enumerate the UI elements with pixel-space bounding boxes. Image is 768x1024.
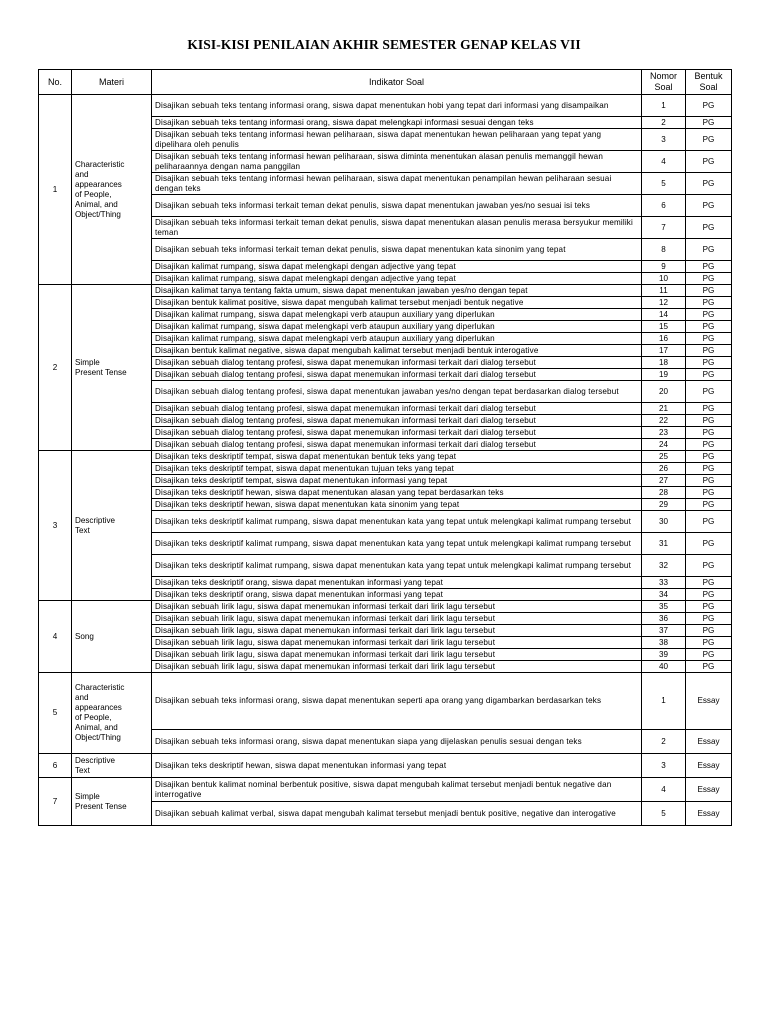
indikator-soal-cell: Disajikan sebuah dialog tentang profesi, siswa dapat menemukan informasi terkait dari dialog tersebut [152, 427, 642, 439]
bentuk-soal-cell: Essay [686, 778, 732, 802]
nomor-soal-cell: 27 [642, 475, 686, 487]
indikator-soal-cell: Disajikan sebuah teks tentang informasi hewan peliharaan, siswa dapat menentukan penampilan hewan peliharaan sesuai dengan teks [152, 173, 642, 195]
bentuk-soal-cell: PG [686, 415, 732, 427]
bentuk-soal-cell: PG [686, 439, 732, 451]
bentuk-soal-cell: PG [686, 499, 732, 511]
indikator-soal-cell: Disajikan teks deskriptif hewan, siswa dapat menentukan informasi yang tepat [152, 754, 642, 778]
nomor-soal-cell: 26 [642, 463, 686, 475]
bentuk-soal-cell: PG [686, 613, 732, 625]
nomor-soal-cell: 12 [642, 297, 686, 309]
bentuk-soal-cell: PG [686, 661, 732, 673]
bentuk-soal-cell: PG [686, 403, 732, 415]
indikator-soal-cell: Disajikan kalimat rumpang, siswa dapat melengkapi verb ataupun auxiliary yang diperlukan [152, 333, 642, 345]
bentuk-soal-cell: PG [686, 589, 732, 601]
indikator-soal-cell: Disajikan sebuah teks informasi terkait teman dekat penulis, siswa dapat menentukan kata sinonim yang tepat [152, 239, 642, 261]
table-row [39, 451, 732, 463]
bentuk-soal-cell: PG [686, 533, 732, 555]
nomor-soal-cell: 5 [642, 802, 686, 826]
nomor-soal-cell: 15 [642, 321, 686, 333]
group-number: 5 [39, 673, 72, 754]
indikator-soal-cell: Disajikan sebuah teks tentang informasi hewan peliharaan, siswa diminta menentukan alasan penulis memanggil hewan peliharaannya dengan nama panggilan [152, 151, 642, 173]
group-number: 7 [39, 778, 72, 826]
bentuk-soal-cell: PG [686, 239, 732, 261]
group-materi: Descriptive Text [72, 451, 152, 601]
group-number: 3 [39, 451, 72, 601]
indikator-soal-cell: Disajikan sebuah teks tentang informasi orang, siswa dapat melengkapi informasi sesuai dengan teks [152, 117, 642, 129]
bentuk-soal-cell: PG [686, 451, 732, 463]
nomor-soal-cell: 23 [642, 427, 686, 439]
indikator-soal-cell: Disajikan bentuk kalimat positive, siswa dapat mengubah kalimat tersebut menjadi bentuk negative [152, 297, 642, 309]
table-header-row [39, 70, 732, 95]
nomor-soal-cell: 1 [642, 95, 686, 117]
nomor-soal-cell: 8 [642, 239, 686, 261]
group-number: 2 [39, 285, 72, 451]
indikator-soal-cell: Disajikan sebuah teks informasi terkait teman dekat penulis, siswa dapat menentukan jawaban yes/no sesuai isi teks [152, 195, 642, 217]
bentuk-soal-cell: PG [686, 321, 732, 333]
table-row [39, 601, 732, 613]
indikator-soal-cell: Disajikan sebuah dialog tentang profesi, siswa dapat menemukan informasi terkait dari dialog tersebut [152, 403, 642, 415]
indikator-soal-cell: Disajikan teks deskriptif kalimat rumpang, siswa dapat menentukan kata yang tepat untuk melengkapi kalimat rumpang tersebut [152, 555, 642, 577]
indikator-soal-cell: Disajikan sebuah dialog tentang profesi, siswa dapat menemukan informasi terkait dari dialog tersebut [152, 415, 642, 427]
nomor-soal-cell: 3 [642, 129, 686, 151]
bentuk-soal-cell: PG [686, 463, 732, 475]
indikator-soal-cell: Disajikan teks deskriptif kalimat rumpang, siswa dapat menentukan kata yang tepat untuk melengkapi kalimat rumpang tersebut [152, 511, 642, 533]
nomor-soal-cell: 2 [642, 730, 686, 754]
table-row [39, 285, 732, 297]
nomor-soal-cell: 4 [642, 151, 686, 173]
nomor-soal-cell: 10 [642, 273, 686, 285]
bentuk-soal-cell: PG [686, 625, 732, 637]
bentuk-soal-cell: PG [686, 475, 732, 487]
nomor-soal-cell: 20 [642, 381, 686, 403]
nomor-soal-cell: 21 [642, 403, 686, 415]
nomor-soal-cell: 14 [642, 309, 686, 321]
group-materi: Simple Present Tense [72, 778, 152, 826]
bentuk-soal-cell: PG [686, 333, 732, 345]
nomor-soal-cell: 3 [642, 754, 686, 778]
indikator-soal-cell: Disajikan sebuah dialog tentang profesi, siswa dapat menentukan jawaban yes/no dengan tepat berdasarkan dialog tersebut [152, 381, 642, 403]
nomor-soal-cell: 19 [642, 369, 686, 381]
bentuk-soal-cell: PG [686, 195, 732, 217]
indikator-soal-cell: Disajikan sebuah lirik lagu, siswa dapat menemukan informasi terkait dari lirik lagu tersebut [152, 649, 642, 661]
indikator-soal-cell: Disajikan sebuah dialog tentang profesi, siswa dapat menemukan informasi terkait dari dialog tersebut [152, 369, 642, 381]
indikator-soal-cell: Disajikan teks deskriptif tempat, siswa dapat menentukan bentuk teks yang tepat [152, 451, 642, 463]
bentuk-soal-cell: PG [686, 309, 732, 321]
group-materi: Characteristic and appearances of People, Animal, and Object/Thing [72, 673, 152, 754]
page-title: KISI-KISI PENILAIAN AKHIR SEMESTER GENAP KELAS VII [187, 37, 581, 52]
nomor-soal-cell: 38 [642, 637, 686, 649]
table-row [39, 95, 732, 117]
nomor-soal-cell: 28 [642, 487, 686, 499]
bentuk-soal-cell: PG [686, 637, 732, 649]
indikator-soal-cell: Disajikan teks deskriptif orang, siswa dapat menentukan informasi yang tepat [152, 577, 642, 589]
group-materi: Song [72, 601, 152, 673]
bentuk-soal-cell: PG [686, 261, 732, 273]
bentuk-soal-cell: PG [686, 357, 732, 369]
nomor-soal-cell: 9 [642, 261, 686, 273]
indikator-soal-cell: Disajikan sebuah lirik lagu, siswa dapat menemukan informasi terkait dari lirik lagu tersebut [152, 661, 642, 673]
table-row [39, 673, 732, 730]
group-materi: Simple Present Tense [72, 285, 152, 451]
indikator-soal-cell: Disajikan sebuah teks informasi terkait teman dekat penulis, siswa dapat menentukan alasan penulis merasa bersyukur memiliki teman [152, 217, 642, 239]
nomor-soal-cell: 31 [642, 533, 686, 555]
bentuk-soal-cell: PG [686, 129, 732, 151]
indikator-soal-cell: Disajikan sebuah dialog tentang profesi, siswa dapat menemukan informasi terkait dari dialog tersebut [152, 439, 642, 451]
nomor-soal-cell: 37 [642, 625, 686, 637]
indikator-soal-cell: Disajikan sebuah teks tentang informasi hewan peliharaan, siswa dapat menentukan hewan peliharaan yang tepat yang dipelihara oleh penulis [152, 129, 642, 151]
table-body [39, 95, 732, 826]
nomor-soal-cell: 1 [642, 673, 686, 730]
bentuk-soal-cell: PG [686, 487, 732, 499]
indikator-soal-cell: Disajikan teks deskriptif kalimat rumpang, siswa dapat menentukan kata yang tepat untuk melengkapi kalimat rumpang tersebut [152, 533, 642, 555]
kisi-kisi-table [38, 69, 732, 826]
group-materi: Characteristic and appearances of People, Animal, and Object/Thing [72, 95, 152, 285]
bentuk-soal-cell: PG [686, 511, 732, 533]
bentuk-soal-cell: Essay [686, 754, 732, 778]
bentuk-soal-cell: PG [686, 601, 732, 613]
group-number: 4 [39, 601, 72, 673]
header-materi: Materi [72, 70, 152, 95]
indikator-soal-cell: Disajikan teks deskriptif tempat, siswa dapat menentukan informasi yang tepat [152, 475, 642, 487]
indikator-soal-cell: Disajikan bentuk kalimat nominal berbentuk positive, siswa dapat mengubah kalimat tersebut menjadi bentuk negative dan interrogative [152, 778, 642, 802]
bentuk-soal-cell: Essay [686, 673, 732, 730]
nomor-soal-cell: 29 [642, 499, 686, 511]
nomor-soal-cell: 4 [642, 778, 686, 802]
nomor-soal-cell: 34 [642, 589, 686, 601]
nomor-soal-cell: 11 [642, 285, 686, 297]
table-row [39, 754, 732, 778]
bentuk-soal-cell: PG [686, 427, 732, 439]
indikator-soal-cell: Disajikan teks deskriptif orang, siswa dapat menentukan informasi yang tepat [152, 589, 642, 601]
nomor-soal-cell: 40 [642, 661, 686, 673]
indikator-soal-cell: Disajikan sebuah kalimat verbal, siswa dapat mengubah kalimat tersebut menjadi bentuk positive, negative dan interogative [152, 802, 642, 826]
bentuk-soal-cell: PG [686, 273, 732, 285]
indikator-soal-cell: Disajikan kalimat rumpang, siswa dapat melengkapi verb ataupun auxiliary yang diperlukan [152, 321, 642, 333]
indikator-soal-cell: Disajikan bentuk kalimat negative, siswa dapat mengubah kalimat tersebut menjadi bentuk interogative [152, 345, 642, 357]
indikator-soal-cell: Disajikan kalimat rumpang, siswa dapat melengkapi verb ataupun auxiliary yang diperlukan [152, 309, 642, 321]
bentuk-soal-cell: PG [686, 217, 732, 239]
header-no: No. [39, 70, 72, 95]
bentuk-soal-cell: PG [686, 345, 732, 357]
indikator-soal-cell: Disajikan sebuah lirik lagu, siswa dapat menemukan informasi terkait dari lirik lagu tersebut [152, 637, 642, 649]
nomor-soal-cell: 22 [642, 415, 686, 427]
nomor-soal-cell: 25 [642, 451, 686, 463]
group-materi: Descriptive Text [72, 754, 152, 778]
bentuk-soal-cell: PG [686, 577, 732, 589]
nomor-soal-cell: 36 [642, 613, 686, 625]
nomor-soal-cell: 24 [642, 439, 686, 451]
bentuk-soal-cell: PG [686, 285, 732, 297]
bentuk-soal-cell: PG [686, 95, 732, 117]
indikator-soal-cell: Disajikan kalimat rumpang, siswa dapat melengkapi dengan adjective yang tepat [152, 261, 642, 273]
nomor-soal-cell: 33 [642, 577, 686, 589]
group-number: 6 [39, 754, 72, 778]
indikator-soal-cell: Disajikan teks deskriptif tempat, siswa dapat menentukan tujuan teks yang tepat [152, 463, 642, 475]
nomor-soal-cell: 18 [642, 357, 686, 369]
header-bentuk-soal: Bentuk Soal [686, 70, 732, 95]
nomor-soal-cell: 16 [642, 333, 686, 345]
bentuk-soal-cell: PG [686, 117, 732, 129]
nomor-soal-cell: 39 [642, 649, 686, 661]
group-number: 1 [39, 95, 72, 285]
indikator-soal-cell: Disajikan sebuah dialog tentang profesi, siswa dapat menemukan informasi terkait dari dialog tersebut [152, 357, 642, 369]
table-row [39, 778, 732, 802]
indikator-soal-cell: Disajikan kalimat tanya tentang fakta umum, siswa dapat menentukan jawaban yes/no dengan tepat [152, 285, 642, 297]
bentuk-soal-cell: PG [686, 555, 732, 577]
nomor-soal-cell: 32 [642, 555, 686, 577]
bentuk-soal-cell: PG [686, 381, 732, 403]
indikator-soal-cell: Disajikan sebuah lirik lagu, siswa dapat menemukan informasi terkait dari lirik lagu tersebut [152, 613, 642, 625]
header-indikator: Indikator Soal [152, 70, 642, 95]
nomor-soal-cell: 6 [642, 195, 686, 217]
bentuk-soal-cell: PG [686, 369, 732, 381]
nomor-soal-cell: 17 [642, 345, 686, 357]
nomor-soal-cell: 5 [642, 173, 686, 195]
bentuk-soal-cell: PG [686, 297, 732, 309]
bentuk-soal-cell: PG [686, 173, 732, 195]
indikator-soal-cell: Disajikan teks deskriptif hewan, siswa dapat menentukan alasan yang tepat berdasarkan teks [152, 487, 642, 499]
nomor-soal-cell: 30 [642, 511, 686, 533]
nomor-soal-cell: 7 [642, 217, 686, 239]
header-nomor-soal: Nomor Soal [642, 70, 686, 95]
indikator-soal-cell: Disajikan sebuah teks informasi orang, siswa dapat menentukan seperti apa orang yang digambarkan berdasarkan teks [152, 673, 642, 730]
bentuk-soal-cell: Essay [686, 730, 732, 754]
indikator-soal-cell: Disajikan sebuah teks tentang informasi orang, siswa dapat menentukan hobi yang tepat dari informasi yang disampaikan [152, 95, 642, 117]
nomor-soal-cell: 35 [642, 601, 686, 613]
indikator-soal-cell: Disajikan sebuah teks informasi orang, siswa dapat menentukan siapa yang dijelaskan penulis sesuai dengan teks [152, 730, 642, 754]
indikator-soal-cell: Disajikan teks deskriptif hewan, siswa dapat menentukan kata sinonim yang tepat [152, 499, 642, 511]
bentuk-soal-cell: PG [686, 151, 732, 173]
indikator-soal-cell: Disajikan sebuah lirik lagu, siswa dapat menemukan informasi terkait dari lirik lagu tersebut [152, 601, 642, 613]
bentuk-soal-cell: PG [686, 649, 732, 661]
indikator-soal-cell: Disajikan kalimat rumpang, siswa dapat melengkapi dengan adjective yang tepat [152, 273, 642, 285]
nomor-soal-cell: 2 [642, 117, 686, 129]
indikator-soal-cell: Disajikan sebuah lirik lagu, siswa dapat menemukan informasi terkait dari lirik lagu tersebut [152, 625, 642, 637]
bentuk-soal-cell: Essay [686, 802, 732, 826]
